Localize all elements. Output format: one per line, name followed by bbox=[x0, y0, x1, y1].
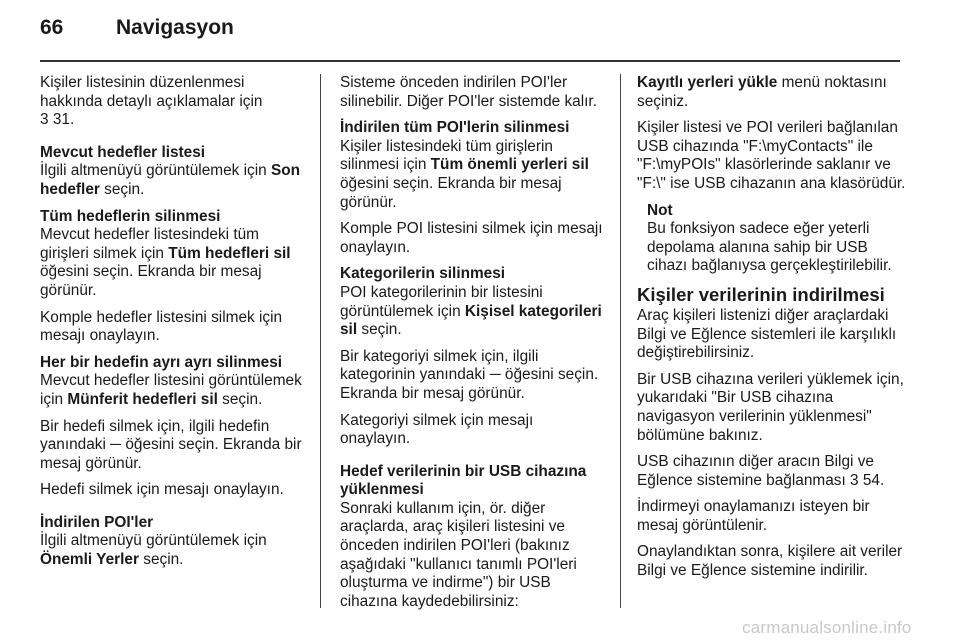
menu-last-destinations: Son hedefler bbox=[40, 162, 301, 198]
poi-delete-intro: Sisteme önceden indirilen POI'ler silinebilir. Diğer POI'ler sistemde kalır. bbox=[340, 74, 597, 110]
current-text: İlgili altmenüyü görüntülemek için bbox=[40, 162, 271, 180]
note-title: Not bbox=[647, 201, 673, 219]
page-title: Navigasyon bbox=[116, 16, 234, 39]
intro-paragraph bbox=[40, 74, 302, 130]
usb-upload-reference-paragraph: Bir USB cihazına verileri yüklemek için, yukarıdaki "Bir USB cihazına navigasyon verilerinin yüklenmesi" bölümüne bakınız. bbox=[637, 370, 904, 444]
heading-delete-all-destinations: Tüm hedeflerin silinmesi bbox=[40, 207, 221, 225]
usb-connect-text: USB cihazının diğer aracın Bilgi ve Eğlence sistemine bağlanması bbox=[637, 453, 874, 489]
note-box bbox=[647, 202, 907, 276]
menu-load-saved-places: Kayıtlı yerleri yükle bbox=[637, 74, 778, 91]
delpoi-text: Kişiler listesindeki tüm girişlerin silinmesi için bbox=[340, 137, 553, 174]
delpoi-text-end: öğesini seçin. Ekranda bir mesaj görünür. bbox=[340, 174, 562, 211]
delete-each-paragraph bbox=[40, 372, 302, 409]
menu-delete-all-destinations: Tüm hedefleri sil bbox=[168, 244, 291, 262]
down-text-end: seçin. bbox=[138, 551, 184, 569]
usb-upload-paragraph: Sonraki kullanım için, ör. diğer araçlarda, araç kişileri listesini ve önceden indirilen POI'leri (bakınız aşağıdaki "kullanıcı tanımlı POI'leri oluşturma ve indirme") bir USB cihazına kaydedebilirsiniz: bbox=[340, 499, 577, 610]
column-divider-2 bbox=[620, 74, 621, 608]
column-3 bbox=[637, 74, 907, 589]
column-2 bbox=[340, 74, 605, 619]
column-1 bbox=[40, 74, 302, 578]
delall-text: Mevcut hedefler listesindeki tüm girişleri silmek için bbox=[40, 226, 259, 262]
note-text: Bu fonksiyon sadece eğer yeterli depolama alanına sahip bir USB cihazı bağlanıysa gerçekleştirilebilir. bbox=[647, 220, 892, 275]
delete-categories-confirm: Kategoriyi silmek için mesajı onaylayın. bbox=[340, 411, 534, 448]
delete-categories-instructions: Bir kategoriyi silmek için, ilgili kategorinin yanındaki ─ öğesini seçin. Ekranda bir mesaj görünür. bbox=[340, 347, 599, 402]
watermark-logo: carmanualsonline.info bbox=[742, 618, 912, 637]
download-complete-paragraph: Onaylandıktan sonra, kişilere ait veriler Bilgi ve Eğlence sistemine indirilir. bbox=[637, 543, 903, 580]
down-text: İlgili altmenüyü görüntülemek için bbox=[40, 532, 267, 550]
menu-important-places: Önemli Yerler bbox=[40, 551, 139, 569]
current-text-end: seçin. bbox=[99, 180, 145, 198]
usb-connect-page-ref: 3 54. bbox=[850, 471, 885, 489]
cats-text: POI kategorilerinin bir listesini görüntülemek için bbox=[340, 283, 543, 320]
delete-pois-confirm: Komple POI listesini silmek için mesajı onaylayın. bbox=[340, 220, 603, 256]
column-divider-1 bbox=[320, 74, 321, 608]
current-destinations-paragraph bbox=[40, 162, 302, 199]
delete-all-paragraph bbox=[40, 226, 302, 300]
intro-text: Kişiler listesinin düzenlenmesi hakkında detaylı açıklamalar için bbox=[40, 74, 263, 110]
downloaded-pois-paragraph bbox=[40, 532, 302, 569]
heading-delete-each-destination: Her bir hedefin ayrı ayrı silinmesi bbox=[40, 353, 283, 371]
contacts-exchange-paragraph: Araç kişileri listenizi diğer araçlardaki Bilgi ve Eğlence sistemleri ile karşılıklı değiştirebilirsiniz. bbox=[637, 306, 897, 362]
load-text-end: menü noktasını seçiniz. bbox=[637, 74, 887, 110]
usb-connect-paragraph bbox=[637, 453, 907, 490]
delete-pois-paragraph bbox=[340, 138, 605, 212]
delall-text-end: öğesini seçin. Ekranda bir mesaj görünür. bbox=[40, 263, 262, 299]
heading-delete-all-pois: İndirilen tüm POI'lerin silinmesi bbox=[340, 119, 570, 137]
heading-usb-upload: Hedef verilerinin bir USB cihazına yüklenmesi bbox=[340, 462, 587, 499]
load-saved-places-paragraph bbox=[637, 74, 907, 111]
storage-folders-paragraph: Kişiler listesi ve POI verileri bağlanılan USB cihazında "F:\myContacts" ile "F:\myPOIs" klasörlerinde saklanır ve "F:\" ise USB cihazanın ana klasörüdür. bbox=[637, 119, 906, 192]
intro-page-ref: 3 31. bbox=[40, 111, 75, 129]
menu-delete-all-important-places: Tüm önemli yerleri sil bbox=[430, 156, 589, 174]
delete-all-confirm: Komple hedefler listesini silmek için mesajı onaylayın. bbox=[40, 308, 283, 345]
menu-delete-personal-categories: Kişisel kategorileri sil bbox=[340, 302, 602, 339]
page-header bbox=[0, 0, 960, 62]
deleach-text: Mevcut hedefler listesini görüntülemek için bbox=[40, 372, 302, 408]
heading-current-destinations: Mevcut hedefler listesi bbox=[40, 143, 206, 161]
page-number: 66 bbox=[40, 16, 64, 39]
heading-delete-categories: Kategorilerin silinmesi bbox=[340, 265, 506, 283]
download-confirm-message: İndirmeyi onaylamanızı isteyen bir mesaj görüntülenir. bbox=[637, 498, 870, 534]
menu-delete-individual-destinations: Münferit hedefleri sil bbox=[67, 390, 218, 408]
delete-categories-paragraph bbox=[340, 284, 605, 340]
header-rule bbox=[40, 60, 900, 62]
delete-each-instructions: Bir hedefi silmek için, ilgili hedefin yanındaki ─ öğesini seçin. Ekranda bir mesaj görünür. bbox=[40, 417, 302, 472]
delete-each-confirm: Hedefi silmek için mesajı onaylayın. bbox=[40, 481, 284, 499]
heading-downloaded-pois: İndirilen POI'ler bbox=[40, 513, 154, 531]
cats-text-end: seçin. bbox=[357, 321, 402, 339]
section-title-contacts-download: Kişiler verilerinin indirilmesi bbox=[637, 283, 885, 305]
deleach-text-end: seçin. bbox=[217, 390, 263, 408]
